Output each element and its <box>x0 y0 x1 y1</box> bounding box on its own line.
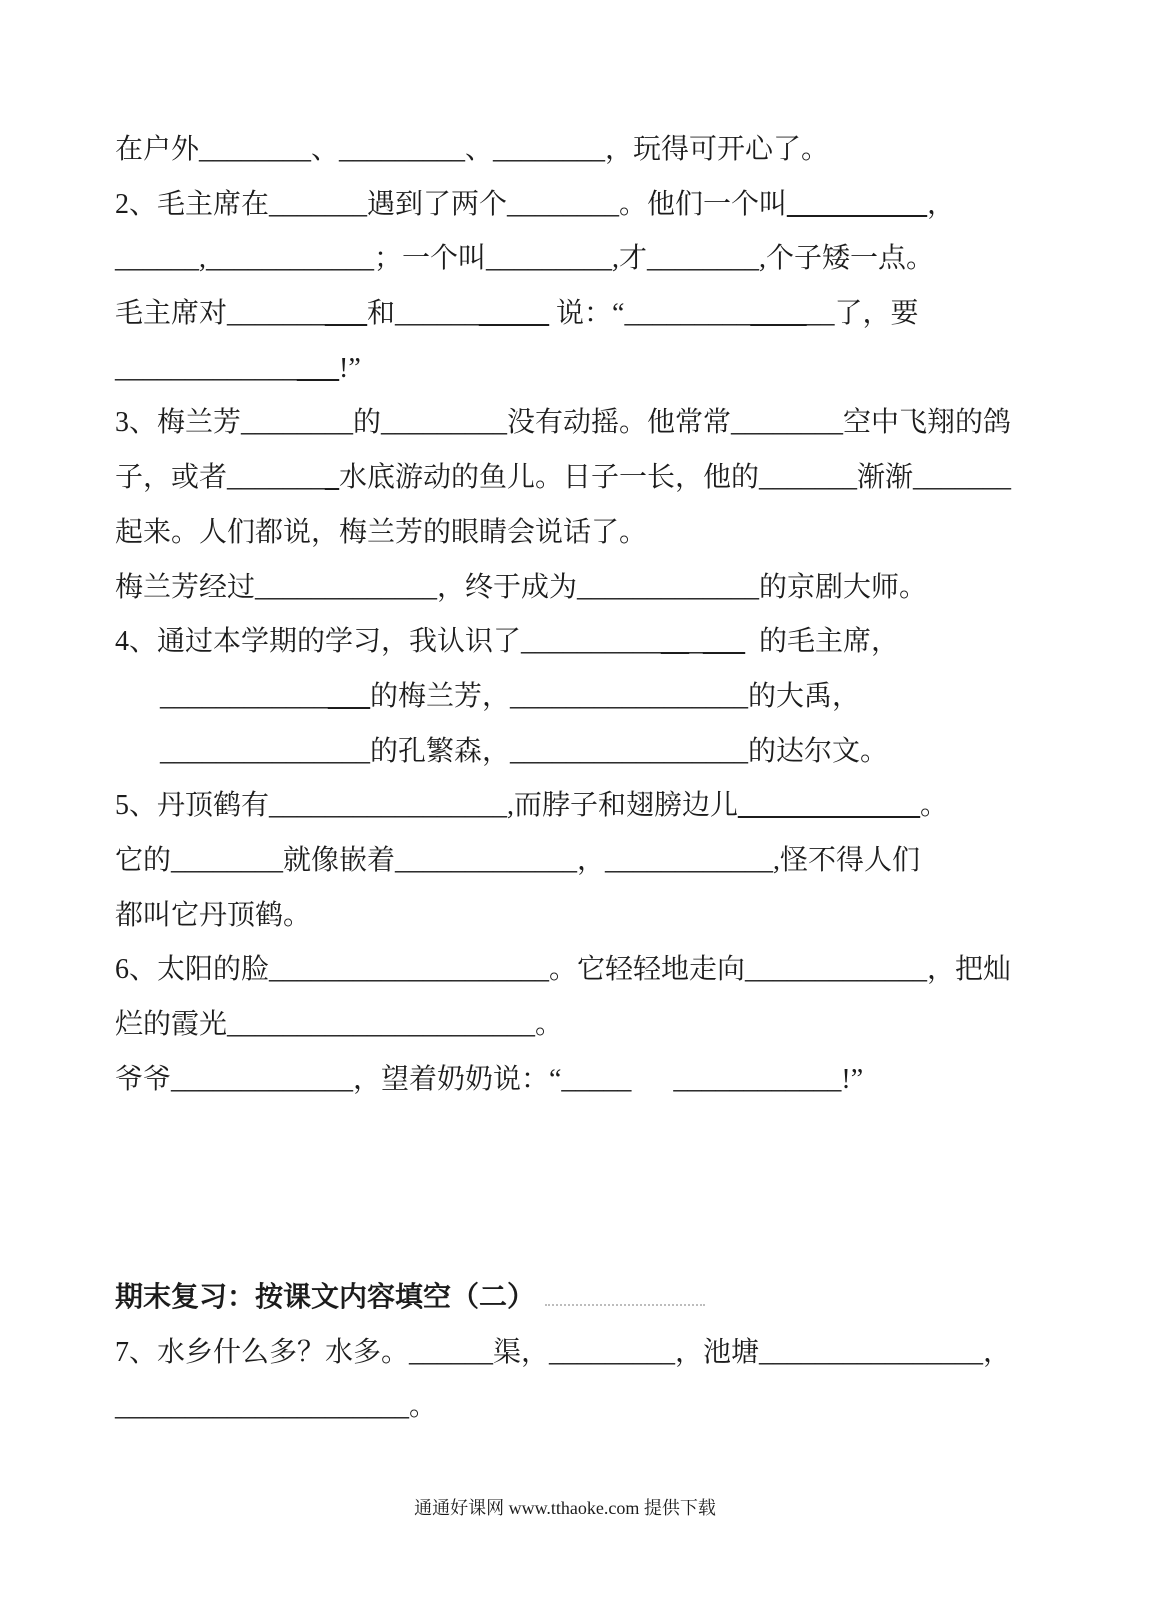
worksheet-line-5 <box>115 342 1011 397</box>
line-text: 。 <box>920 790 949 822</box>
worksheet-line-18 <box>115 1053 1011 1108</box>
worksheet-line-16 <box>115 943 1011 998</box>
underline-blank: _ <box>325 462 340 494</box>
line-text: 和______ <box>367 298 480 330</box>
worksheet-line-6 <box>115 396 1011 451</box>
underline-blank: ___ <box>325 298 368 330</box>
worksheet-line-1 <box>115 123 1011 178</box>
line-text: _ <box>689 626 704 658</box>
worksheet-part-2 <box>115 1271 1011 1435</box>
line-text: 水底游动的鱼儿。日子一长，他的_______渐渐_______ <box>339 462 1012 494</box>
line-text: __了，要 <box>806 298 919 330</box>
line-text: 烂的霞光______________________。 <box>115 1009 564 1040</box>
line-text: ______,____________；一个叫_________,才________,个子矮一点。 <box>115 243 935 275</box>
worksheet-line-14 <box>115 834 1011 889</box>
line-text: _______________的孔繁森，_________________的达尔文。 <box>160 735 889 767</box>
line-text: 的毛主席， <box>745 626 900 658</box>
worksheet-line-3 <box>115 232 1011 287</box>
worksheet-line-17 <box>115 998 1011 1053</box>
worksheet-line-9 <box>115 561 1011 616</box>
footer-credit: 通通好课网 www.tthaoke.com 提供下载 <box>414 1498 716 1518</box>
underline-blank: ___ <box>328 680 370 712</box>
underline-blank: _____________ <box>738 790 921 822</box>
line-text: 在户外________、_________、________，玩得可开心了。 <box>115 134 830 165</box>
line-text: 它的________就像嵌着_____________，____________,怪不得人们 <box>115 844 921 876</box>
underline-blank: __ <box>661 626 690 658</box>
line-text: _____________________。 <box>115 1391 438 1423</box>
section-title: 期末复习：按课文内容填空（二） <box>115 1282 536 1313</box>
page-footer <box>0 1497 1130 1519</box>
section-heading <box>115 1271 1011 1326</box>
worksheet-line-19 <box>115 1326 1011 1381</box>
worksheet-line-10 <box>115 615 1011 670</box>
line-text: 6、太阳的脸____________________。它轻轻地走向_____________，把灿 <box>115 954 1012 986</box>
line-text: 起来。人们都说，梅兰芳的眼睛会说话了。 <box>115 516 648 548</box>
worksheet-line-13 <box>115 779 1011 834</box>
dot-leader <box>545 1304 705 1306</box>
underline-blank: _____ <box>479 298 550 330</box>
line-text: 7、水乡什么多？水多。______渠，_________，池塘________________， <box>115 1336 1012 1368</box>
line-text: 都叫它丹顶鹤。 <box>115 899 312 931</box>
underline-blank: ___ <box>297 352 339 384</box>
worksheet-line-11 <box>115 670 1011 725</box>
underline-blank: __________ <box>787 188 928 220</box>
line-text: 4、通过本学期的学习，我认识了__________ <box>115 626 662 658</box>
line-text: ____________ <box>160 680 328 712</box>
worksheet-part-1 <box>115 123 1011 1107</box>
worksheet-line-20 <box>115 1380 1011 1435</box>
line-text: 爷爷_____________，望着奶奶说：“_____ ____________!” <box>115 1063 864 1095</box>
worksheet-line-4 <box>115 287 1011 342</box>
worksheet-line-2 <box>115 178 1011 233</box>
line-text: !” <box>339 352 361 384</box>
line-text: 说：“_________ <box>549 298 751 330</box>
underline-blank: ____ <box>750 298 807 330</box>
line-text: 3、梅兰芳________的_________没有动摇。他常常________空中飞翔的鸽 <box>115 407 1012 439</box>
line-text: 2、毛主席在_______遇到了两个________。他们一个叫 <box>115 188 788 220</box>
line-text: _____________ <box>115 352 297 384</box>
worksheet-line-7 <box>115 451 1011 506</box>
line-text: 梅兰芳经过_____________，终于成为_____________的京剧大师。 <box>115 571 928 603</box>
line-text: 毛主席对_______ <box>115 298 326 330</box>
worksheet-line-8 <box>115 506 1011 561</box>
line-text: 子，或者_______ <box>115 462 326 494</box>
line-text: 的梅兰芳，_________________的大禹， <box>370 680 861 712</box>
underline-blank: ___ <box>703 626 746 658</box>
line-text: ， <box>927 188 956 220</box>
line-text: 5、丹顶鹤有_________________,而脖子和翅膀边儿 <box>115 790 739 822</box>
worksheet-line-12 <box>115 725 1011 780</box>
worksheet-line-15 <box>115 889 1011 944</box>
